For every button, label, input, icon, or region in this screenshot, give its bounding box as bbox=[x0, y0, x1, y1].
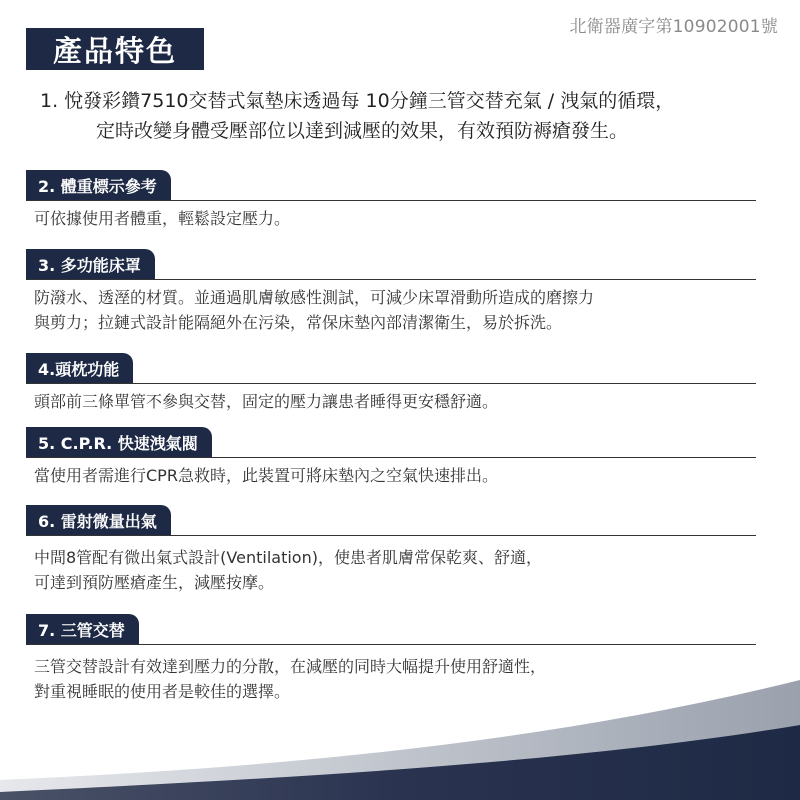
feature-multi-function-cover bbox=[26, 249, 756, 335]
section-heading: 5. C.P.R. 快速洩氣閥 bbox=[26, 427, 212, 457]
intro-line-2: 定時改變身體受壓部位以達到減壓的效果，有效預防褥瘡發生。 bbox=[96, 120, 629, 142]
body-line: 可依據使用者體重，輕鬆設定壓力。 bbox=[34, 209, 291, 228]
body-line: 當使用者需進行CPR急救時，此裝置可將床墊內之空氣快速排出。 bbox=[34, 466, 498, 485]
divider bbox=[26, 535, 756, 536]
license-number: 北衛器廣字第10902001號 bbox=[569, 17, 778, 37]
divider bbox=[26, 457, 756, 458]
divider bbox=[26, 383, 756, 384]
section-body bbox=[26, 285, 756, 335]
section-body bbox=[26, 389, 756, 414]
intro-paragraph bbox=[40, 86, 780, 146]
body-line: 對重視睡眠的使用者是較佳的選擇。 bbox=[34, 682, 291, 701]
section-heading: 3. 多功能床罩 bbox=[26, 249, 155, 279]
divider bbox=[26, 200, 756, 201]
page-title: 產品特色 bbox=[26, 28, 204, 70]
body-line: 頭部前三條單管不參與交替，固定的壓力讓患者睡得更安穩舒適。 bbox=[34, 392, 499, 411]
divider bbox=[26, 644, 756, 645]
section-heading: 2. 體重標示參考 bbox=[26, 170, 171, 200]
feature-weight-reference bbox=[26, 170, 756, 231]
feature-laser-ventilation bbox=[26, 505, 756, 595]
body-line: 可達到預防壓瘡產生，減壓按摩。 bbox=[34, 573, 275, 592]
body-line: 與剪力；拉鏈式設計能隔絕外在污染，常保床墊內部清潔衛生，易於拆洗。 bbox=[34, 313, 563, 332]
body-line: 防潑水、透溼的材質。並通過肌膚敏感性測試，可減少床罩滑動所造成的磨擦力 bbox=[34, 288, 595, 307]
feature-head-pillow bbox=[26, 353, 756, 414]
intro-line-1: 1. 悅發彩鑽7510交替式氣墊床透過每 10分鐘三管交替充氣 / 洩氣的循環， bbox=[40, 90, 675, 112]
section-body bbox=[26, 545, 756, 595]
decorative-wave bbox=[0, 670, 800, 800]
divider bbox=[26, 279, 756, 280]
section-heading: 7. 三管交替 bbox=[26, 614, 139, 644]
section-body bbox=[26, 463, 756, 488]
body-line: 三管交替設計有效達到壓力的分散，在減壓的同時大幅提升使用舒適性， bbox=[34, 657, 547, 676]
body-line: 中間8管配有微出氣式設計(Ventilation)，使患者肌膚常保乾爽、舒適， bbox=[34, 548, 542, 567]
section-heading: 4.頭枕功能 bbox=[26, 353, 133, 383]
section-heading: 6. 雷射微量出氣 bbox=[26, 505, 171, 535]
section-body bbox=[26, 206, 756, 231]
feature-cpr-valve bbox=[26, 427, 756, 488]
